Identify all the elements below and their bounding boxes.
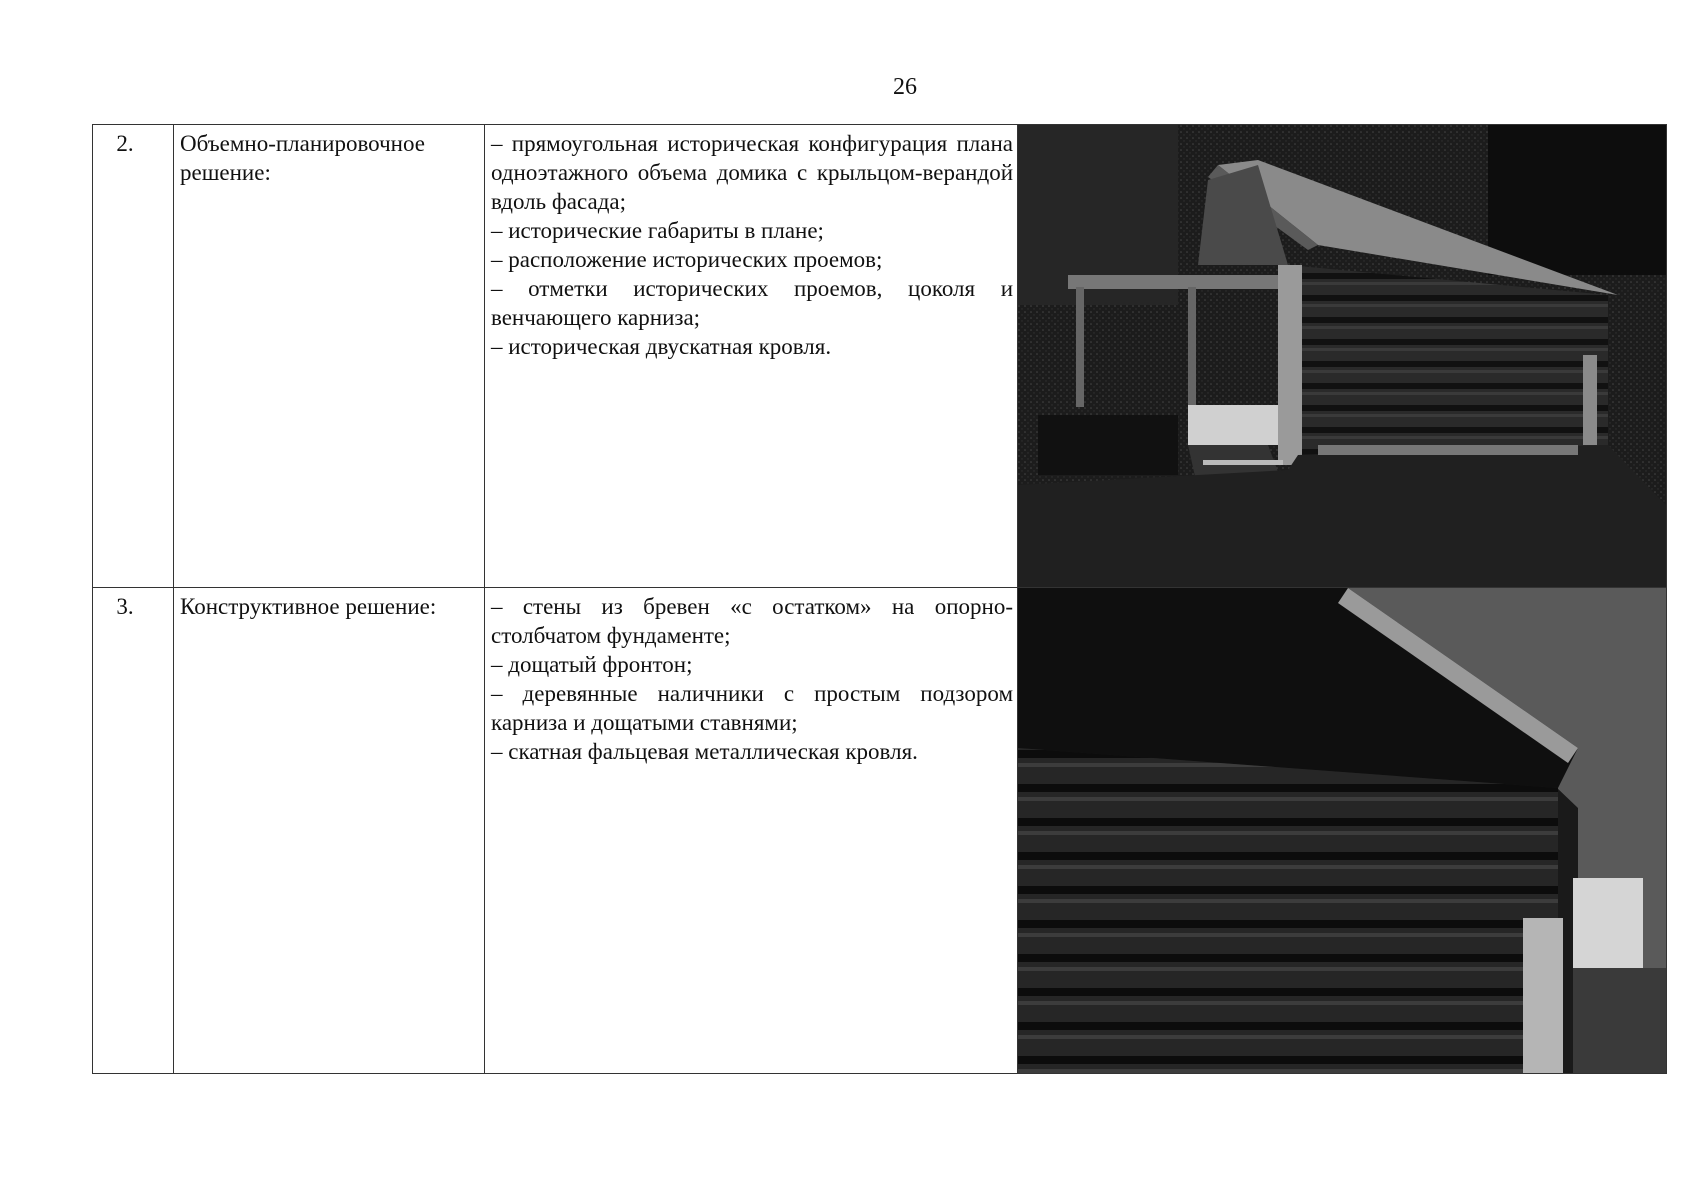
list-item: – деревянные наличники с простым подзором карниза и дощатыми ставнями; <box>491 681 1013 735</box>
list-item: – отметки исторических проемов, цоколя и венчающего карниза; <box>491 276 1013 330</box>
table-row <box>93 125 1667 588</box>
list-item: – прямоугольная историческая конфигурация плана одноэтажного объема домика с крыльцом-верандой вдоль фасада; <box>491 131 1013 214</box>
row-name-cell <box>174 125 485 588</box>
log-house-photo <box>1018 125 1666 587</box>
feature-list <box>491 592 1013 766</box>
list-item: – исторические габариты в плане; <box>491 218 824 243</box>
table-row <box>93 588 1667 1074</box>
list-item: – стены из бревен «с остатком» на опорно-столбчатом фундаменте; <box>491 594 1013 648</box>
photo-cell <box>1018 588 1667 1074</box>
log-wall-image <box>1018 588 1666 1073</box>
log-wall-photo <box>1018 588 1666 1073</box>
row-number: 3. <box>116 594 134 619</box>
row-description-cell <box>485 588 1018 1074</box>
row-name: Объемно-планировочное решение: <box>180 131 425 185</box>
row-number-cell <box>93 125 174 588</box>
row-number: 2. <box>116 131 134 156</box>
log-house-image <box>1018 125 1666 587</box>
list-item: – расположение исторических проемов; <box>491 247 883 272</box>
list-item: – историческая двускатная кровля. <box>491 334 832 359</box>
row-name-cell <box>174 588 485 1074</box>
photo-cell <box>1018 125 1667 588</box>
list-item: – дощатый фронтон; <box>491 652 693 677</box>
page-number: 26 <box>893 74 917 100</box>
feature-list <box>491 129 1013 361</box>
list-item: – скатная фальцевая металлическая кровля. <box>491 739 918 764</box>
heritage-features-table <box>92 124 1667 1074</box>
row-number-cell <box>93 588 174 1074</box>
row-description-cell <box>485 125 1018 588</box>
row-name: Конструктивное решение: <box>180 594 437 619</box>
